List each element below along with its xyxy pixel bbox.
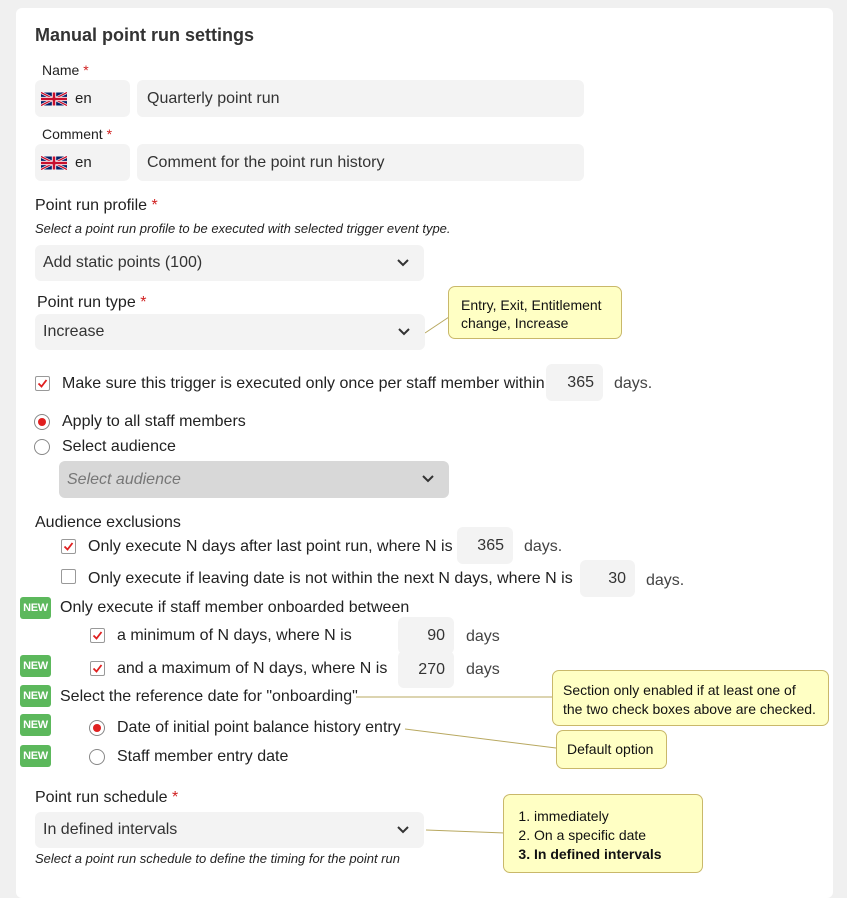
section-callout: Section only enabled if at least one of the two check boxes above are checked.: [552, 670, 829, 726]
run-type-select[interactable]: [35, 314, 425, 350]
audience-select[interactable]: [59, 461, 449, 498]
profile-select[interactable]: [35, 245, 424, 281]
max-days-input[interactable]: 270: [398, 651, 454, 688]
run-type-callout: Entry, Exit, Entitlement change, Increase: [448, 286, 622, 339]
schedule-select-value: In defined intervals: [43, 821, 178, 838]
after-last-run-days-input[interactable]: 365: [457, 527, 513, 564]
apply-all-label: Apply to all staff members: [62, 413, 246, 430]
leaving-date-unit: days.: [646, 572, 685, 589]
max-days-checkbox[interactable]: [90, 661, 105, 676]
schedule-callout: [503, 794, 703, 873]
schedule-option: 3. In defined intervals: [534, 845, 690, 864]
exclusions-label: Audience exclusions: [35, 514, 181, 531]
name-input[interactable]: Quarterly point run: [137, 80, 584, 117]
reference-date-label: Select the reference date for "onboarding": [60, 688, 358, 705]
new-badge: NEW: [20, 655, 51, 677]
new-badge: NEW: [20, 685, 51, 707]
min-days-unit: days: [466, 628, 500, 645]
name-label: Name *: [42, 62, 89, 78]
apply-all-radio[interactable]: [34, 414, 50, 430]
select-audience-label: Select audience: [62, 438, 176, 455]
schedule-label: Point run schedule *: [35, 789, 179, 806]
max-days-unit: days: [466, 661, 500, 678]
leaving-date-label: Only execute if leaving date is not within the next N days, where N is: [88, 570, 573, 587]
ref-entry-radio[interactable]: [89, 749, 105, 765]
min-days-label: a minimum of N days, where N is: [117, 627, 352, 644]
schedule-select[interactable]: [35, 812, 424, 848]
checkmark-icon: [92, 630, 103, 641]
max-days-label: and a maximum of N days, where N is: [117, 660, 388, 677]
leaving-date-days-input[interactable]: 30: [580, 560, 635, 597]
min-days-input[interactable]: 90: [398, 617, 454, 654]
schedule-option: 1. immediately: [534, 807, 690, 826]
chevron-down-icon: [396, 255, 410, 269]
schedule-option: 2. On a specific date: [534, 826, 690, 845]
profile-hint: Select a point run profile to be executed with selected trigger event type.: [35, 221, 451, 236]
leaving-date-checkbox[interactable]: [61, 569, 76, 584]
select-audience-radio[interactable]: [34, 439, 50, 455]
ref-initial-label: Date of initial point balance history entry: [117, 719, 401, 736]
once-per-staff-label: Make sure this trigger is executed only once per staff member within: [62, 375, 545, 392]
onboarded-label: Only execute if staff member onboarded between: [60, 599, 410, 616]
ref-initial-radio[interactable]: [89, 720, 105, 736]
once-per-staff-checkbox[interactable]: [35, 376, 50, 391]
name-language-select[interactable]: [35, 80, 130, 117]
after-last-run-checkbox[interactable]: [61, 539, 76, 554]
run-type-select-value: Increase: [43, 323, 105, 340]
once-per-staff-unit: days.: [614, 375, 653, 392]
new-badge: NEW: [20, 597, 51, 619]
checkmark-icon: [37, 378, 48, 389]
checkmark-icon: [63, 541, 74, 552]
after-last-run-unit: days.: [524, 538, 563, 555]
schedule-options-list: [514, 807, 690, 864]
after-last-run-label: Only execute N days after last point run, where N is: [88, 538, 453, 555]
chevron-down-icon: [396, 822, 410, 836]
once-per-staff-days-input[interactable]: 365: [546, 364, 603, 401]
profile-label: Point run profile *: [35, 197, 158, 214]
checkmark-icon: [92, 663, 103, 674]
chevron-down-icon: [397, 324, 411, 338]
uk-flag-icon: [41, 91, 67, 107]
default-callout: Default option: [556, 730, 667, 769]
comment-label: Comment *: [42, 126, 113, 142]
new-badge: NEW: [20, 714, 51, 736]
page-title: Manual point run settings: [35, 25, 254, 45]
comment-language-select[interactable]: [35, 144, 130, 181]
uk-flag-icon: [41, 155, 67, 171]
min-days-checkbox[interactable]: [90, 628, 105, 643]
run-type-label: Point run type *: [37, 294, 147, 311]
profile-select-value: Add static points (100): [43, 254, 203, 271]
comment-input[interactable]: Comment for the point run history: [137, 144, 584, 181]
name-language-code: en: [75, 90, 92, 107]
ref-entry-label: Staff member entry date: [117, 748, 289, 765]
schedule-hint: Select a point run schedule to define the timing for the point run: [35, 851, 400, 866]
chevron-down-icon: [421, 471, 435, 485]
comment-language-code: en: [75, 154, 92, 171]
audience-select-placeholder: Select audience: [67, 470, 181, 488]
new-badge: NEW: [20, 745, 51, 767]
